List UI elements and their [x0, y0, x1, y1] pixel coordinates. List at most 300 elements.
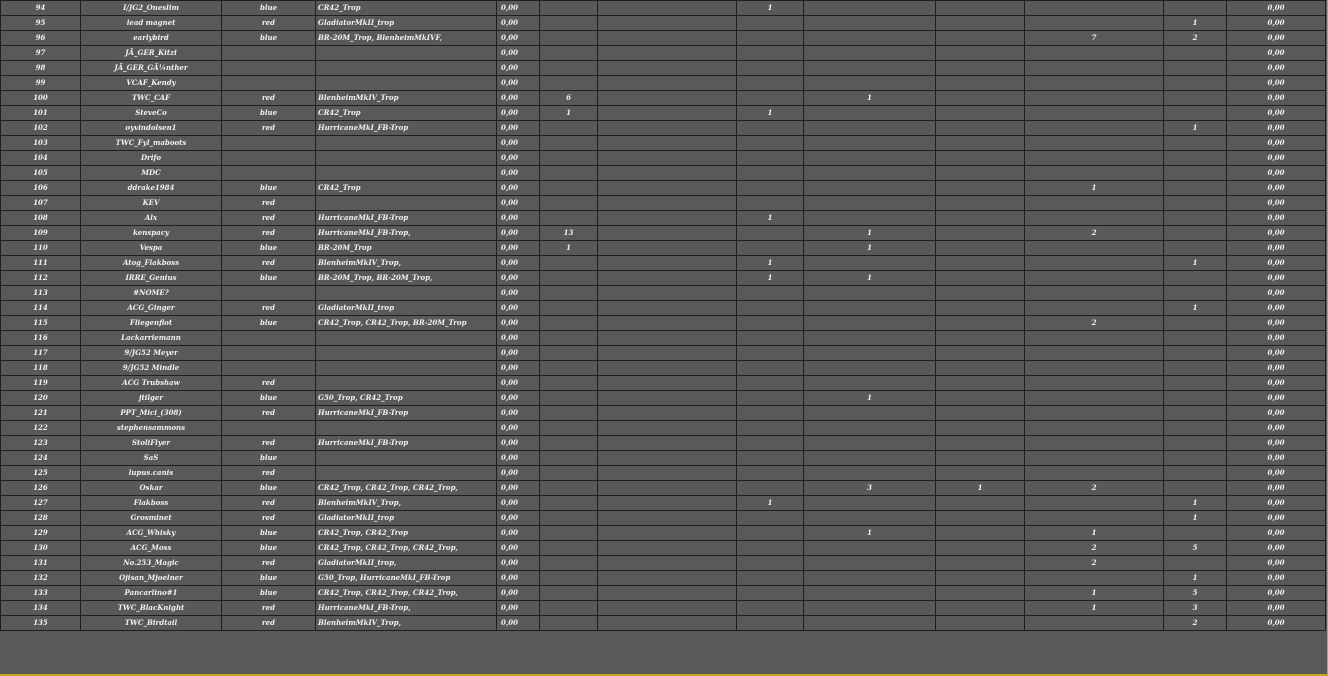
- row-number-cell[interactable]: 125: [1, 466, 81, 481]
- aircraft-cell[interactable]: [316, 346, 497, 361]
- total-cell[interactable]: 0,00: [1227, 331, 1326, 346]
- value-cell[interactable]: 0,00: [497, 376, 540, 391]
- pilot-name-cell[interactable]: KEV: [81, 196, 222, 211]
- table-row[interactable]: [1, 196, 1326, 211]
- table-row[interactable]: [1, 211, 1326, 226]
- count-cell-4[interactable]: 1: [804, 226, 936, 241]
- side-cell[interactable]: [222, 166, 316, 181]
- table-row[interactable]: [1, 616, 1326, 631]
- side-cell[interactable]: [222, 151, 316, 166]
- side-cell[interactable]: red: [222, 601, 316, 616]
- count-cell-1[interactable]: [540, 196, 598, 211]
- count-cell-4[interactable]: [804, 121, 936, 136]
- count-cell-8[interactable]: 2: [1164, 31, 1227, 46]
- count-cell-8[interactable]: [1164, 181, 1227, 196]
- count-cell-7[interactable]: [1025, 421, 1164, 436]
- count-cell-4[interactable]: [804, 106, 936, 121]
- count-cell-8[interactable]: [1164, 526, 1227, 541]
- total-cell[interactable]: 0,00: [1227, 511, 1326, 526]
- total-cell[interactable]: 0,00: [1227, 616, 1326, 631]
- total-cell[interactable]: 0,00: [1227, 361, 1326, 376]
- count-cell-4[interactable]: [804, 451, 936, 466]
- pilot-name-cell[interactable]: ACG_Ginger: [81, 301, 222, 316]
- count-cell-7[interactable]: [1025, 166, 1164, 181]
- row-number-cell[interactable]: 94: [1, 1, 81, 16]
- count-cell-8[interactable]: 1: [1164, 121, 1227, 136]
- count-cell-5[interactable]: [936, 391, 1025, 406]
- table-row[interactable]: [1, 601, 1326, 616]
- count-cell-2[interactable]: [598, 526, 737, 541]
- count-cell-1[interactable]: [540, 466, 598, 481]
- count-cell-7[interactable]: [1025, 391, 1164, 406]
- total-cell[interactable]: 0,00: [1227, 91, 1326, 106]
- side-cell[interactable]: blue: [222, 181, 316, 196]
- count-cell-2[interactable]: [598, 211, 737, 226]
- count-cell-1[interactable]: [540, 346, 598, 361]
- count-cell-1[interactable]: [540, 616, 598, 631]
- count-cell-4[interactable]: [804, 616, 936, 631]
- count-cell-2[interactable]: [598, 481, 737, 496]
- count-cell-1[interactable]: [540, 16, 598, 31]
- row-number-cell[interactable]: 118: [1, 361, 81, 376]
- total-cell[interactable]: 0,00: [1227, 466, 1326, 481]
- aircraft-cell[interactable]: BR-20M_Trop, BlenheimMkIVF,: [316, 31, 497, 46]
- count-cell-8[interactable]: [1164, 421, 1227, 436]
- count-cell-1[interactable]: [540, 541, 598, 556]
- row-number-cell[interactable]: 122: [1, 421, 81, 436]
- pilot-name-cell[interactable]: StoliFlyer: [81, 436, 222, 451]
- row-number-cell[interactable]: 102: [1, 121, 81, 136]
- count-cell-3[interactable]: [737, 181, 804, 196]
- count-cell-4[interactable]: [804, 361, 936, 376]
- count-cell-8[interactable]: [1164, 136, 1227, 151]
- count-cell-7[interactable]: [1025, 496, 1164, 511]
- count-cell-3[interactable]: [737, 601, 804, 616]
- count-cell-7[interactable]: [1025, 256, 1164, 271]
- count-cell-7[interactable]: [1025, 451, 1164, 466]
- row-number-cell[interactable]: 108: [1, 211, 81, 226]
- count-cell-4[interactable]: 3: [804, 481, 936, 496]
- table-row[interactable]: [1, 136, 1326, 151]
- count-cell-8[interactable]: 5: [1164, 586, 1227, 601]
- total-cell[interactable]: 0,00: [1227, 286, 1326, 301]
- count-cell-8[interactable]: [1164, 61, 1227, 76]
- count-cell-5[interactable]: [936, 436, 1025, 451]
- count-cell-3[interactable]: [737, 196, 804, 211]
- count-cell-4[interactable]: [804, 31, 936, 46]
- aircraft-cell[interactable]: CR42_Trop, CR42_Trop, BR-20M_Trop: [316, 316, 497, 331]
- aircraft-cell[interactable]: [316, 421, 497, 436]
- count-cell-5[interactable]: [936, 331, 1025, 346]
- count-cell-2[interactable]: [598, 421, 737, 436]
- count-cell-4[interactable]: [804, 601, 936, 616]
- pilot-name-cell[interactable]: oyvindolsen1: [81, 121, 222, 136]
- count-cell-3[interactable]: [737, 46, 804, 61]
- count-cell-4[interactable]: [804, 346, 936, 361]
- count-cell-5[interactable]: [936, 1, 1025, 16]
- count-cell-3[interactable]: [737, 166, 804, 181]
- row-number-cell[interactable]: 130: [1, 541, 81, 556]
- count-cell-2[interactable]: [598, 16, 737, 31]
- count-cell-2[interactable]: [598, 181, 737, 196]
- count-cell-5[interactable]: [936, 586, 1025, 601]
- aircraft-cell[interactable]: GladiatorMkII_trop: [316, 511, 497, 526]
- table-row[interactable]: [1, 391, 1326, 406]
- count-cell-5[interactable]: [936, 406, 1025, 421]
- aircraft-cell[interactable]: [316, 331, 497, 346]
- row-number-cell[interactable]: 120: [1, 391, 81, 406]
- count-cell-7[interactable]: [1025, 61, 1164, 76]
- count-cell-4[interactable]: [804, 421, 936, 436]
- value-cell[interactable]: 0,00: [497, 466, 540, 481]
- count-cell-1[interactable]: [540, 31, 598, 46]
- table-row[interactable]: [1, 406, 1326, 421]
- value-cell[interactable]: 0,00: [497, 526, 540, 541]
- count-cell-4[interactable]: [804, 436, 936, 451]
- value-cell[interactable]: 0,00: [497, 241, 540, 256]
- aircraft-cell[interactable]: HurricaneMkI_FB-Trop: [316, 406, 497, 421]
- row-number-cell[interactable]: 133: [1, 586, 81, 601]
- pilot-name-cell[interactable]: MDC: [81, 166, 222, 181]
- count-cell-7[interactable]: 1: [1025, 526, 1164, 541]
- aircraft-cell[interactable]: CR42_Trop, CR42_Trop: [316, 526, 497, 541]
- row-number-cell[interactable]: 97: [1, 46, 81, 61]
- value-cell[interactable]: 0,00: [497, 571, 540, 586]
- total-cell[interactable]: 0,00: [1227, 406, 1326, 421]
- table-row[interactable]: [1, 436, 1326, 451]
- count-cell-7[interactable]: 1: [1025, 601, 1164, 616]
- count-cell-2[interactable]: [598, 616, 737, 631]
- table-row[interactable]: [1, 151, 1326, 166]
- side-cell[interactable]: red: [222, 496, 316, 511]
- count-cell-4[interactable]: [804, 556, 936, 571]
- value-cell[interactable]: 0,00: [497, 16, 540, 31]
- pilot-name-cell[interactable]: No.253_Magic: [81, 556, 222, 571]
- count-cell-5[interactable]: [936, 46, 1025, 61]
- count-cell-7[interactable]: [1025, 331, 1164, 346]
- count-cell-5[interactable]: [936, 511, 1025, 526]
- total-cell[interactable]: 0,00: [1227, 196, 1326, 211]
- aircraft-cell[interactable]: [316, 136, 497, 151]
- count-cell-7[interactable]: [1025, 616, 1164, 631]
- total-cell[interactable]: 0,00: [1227, 436, 1326, 451]
- total-cell[interactable]: 0,00: [1227, 301, 1326, 316]
- side-cell[interactable]: blue: [222, 31, 316, 46]
- table-row[interactable]: [1, 61, 1326, 76]
- pilot-name-cell[interactable]: SteveCo: [81, 106, 222, 121]
- row-number-cell[interactable]: 109: [1, 226, 81, 241]
- count-cell-4[interactable]: [804, 376, 936, 391]
- count-cell-3[interactable]: [737, 421, 804, 436]
- count-cell-8[interactable]: 1: [1164, 301, 1227, 316]
- count-cell-7[interactable]: [1025, 286, 1164, 301]
- count-cell-7[interactable]: [1025, 406, 1164, 421]
- count-cell-1[interactable]: [540, 1, 598, 16]
- value-cell[interactable]: 0,00: [497, 1, 540, 16]
- row-number-cell[interactable]: 124: [1, 451, 81, 466]
- value-cell[interactable]: 0,00: [497, 181, 540, 196]
- row-number-cell[interactable]: 99: [1, 76, 81, 91]
- count-cell-8[interactable]: 2: [1164, 616, 1227, 631]
- row-number-cell[interactable]: 115: [1, 316, 81, 331]
- count-cell-8[interactable]: [1164, 361, 1227, 376]
- count-cell-2[interactable]: [598, 406, 737, 421]
- total-cell[interactable]: 0,00: [1227, 121, 1326, 136]
- count-cell-3[interactable]: [737, 466, 804, 481]
- value-cell[interactable]: 0,00: [497, 586, 540, 601]
- count-cell-5[interactable]: [936, 601, 1025, 616]
- aircraft-cell[interactable]: HurricaneMkI_FB-Trop,: [316, 601, 497, 616]
- count-cell-7[interactable]: [1025, 511, 1164, 526]
- pilot-name-cell[interactable]: Atog_Flakboss: [81, 256, 222, 271]
- total-cell[interactable]: 0,00: [1227, 391, 1326, 406]
- table-row[interactable]: [1, 16, 1326, 31]
- count-cell-5[interactable]: [936, 571, 1025, 586]
- table-row[interactable]: [1, 121, 1326, 136]
- count-cell-3[interactable]: 1: [737, 1, 804, 16]
- count-cell-1[interactable]: [540, 511, 598, 526]
- count-cell-4[interactable]: [804, 1, 936, 16]
- total-cell[interactable]: 0,00: [1227, 151, 1326, 166]
- total-cell[interactable]: 0,00: [1227, 181, 1326, 196]
- count-cell-3[interactable]: [737, 346, 804, 361]
- table-row[interactable]: [1, 91, 1326, 106]
- count-cell-1[interactable]: [540, 151, 598, 166]
- value-cell[interactable]: 0,00: [497, 481, 540, 496]
- pilot-name-cell[interactable]: Pancarlino#1: [81, 586, 222, 601]
- table-row[interactable]: [1, 241, 1326, 256]
- value-cell[interactable]: 0,00: [497, 226, 540, 241]
- count-cell-5[interactable]: [936, 451, 1025, 466]
- count-cell-7[interactable]: [1025, 196, 1164, 211]
- value-cell[interactable]: 0,00: [497, 211, 540, 226]
- pilot-name-cell[interactable]: I/JG2_Oneslim: [81, 1, 222, 16]
- count-cell-5[interactable]: [936, 241, 1025, 256]
- count-cell-2[interactable]: [598, 346, 737, 361]
- count-cell-4[interactable]: [804, 151, 936, 166]
- count-cell-2[interactable]: [598, 316, 737, 331]
- value-cell[interactable]: 0,00: [497, 151, 540, 166]
- total-cell[interactable]: 0,00: [1227, 346, 1326, 361]
- pilot-name-cell[interactable]: Lackarriemann: [81, 331, 222, 346]
- count-cell-5[interactable]: [936, 466, 1025, 481]
- count-cell-7[interactable]: [1025, 211, 1164, 226]
- count-cell-4[interactable]: 1: [804, 271, 936, 286]
- count-cell-3[interactable]: [737, 151, 804, 166]
- row-number-cell[interactable]: 104: [1, 151, 81, 166]
- count-cell-3[interactable]: [737, 76, 804, 91]
- row-number-cell[interactable]: 112: [1, 271, 81, 286]
- table-row[interactable]: [1, 526, 1326, 541]
- row-number-cell[interactable]: 100: [1, 91, 81, 106]
- side-cell[interactable]: red: [222, 511, 316, 526]
- count-cell-5[interactable]: [936, 121, 1025, 136]
- value-cell[interactable]: 0,00: [497, 301, 540, 316]
- count-cell-1[interactable]: [540, 286, 598, 301]
- pilot-name-cell[interactable]: TWC_CAF: [81, 91, 222, 106]
- count-cell-1[interactable]: 13: [540, 226, 598, 241]
- value-cell[interactable]: 0,00: [497, 256, 540, 271]
- count-cell-5[interactable]: [936, 526, 1025, 541]
- row-number-cell[interactable]: 128: [1, 511, 81, 526]
- count-cell-1[interactable]: [540, 436, 598, 451]
- count-cell-7[interactable]: 2: [1025, 226, 1164, 241]
- value-cell[interactable]: 0,00: [497, 346, 540, 361]
- row-number-cell[interactable]: 111: [1, 256, 81, 271]
- count-cell-1[interactable]: [540, 376, 598, 391]
- pilot-name-cell[interactable]: Alx: [81, 211, 222, 226]
- aircraft-cell[interactable]: [316, 151, 497, 166]
- total-cell[interactable]: 0,00: [1227, 16, 1326, 31]
- side-cell[interactable]: red: [222, 256, 316, 271]
- aircraft-cell[interactable]: [316, 196, 497, 211]
- count-cell-8[interactable]: [1164, 196, 1227, 211]
- value-cell[interactable]: 0,00: [497, 391, 540, 406]
- count-cell-5[interactable]: [936, 286, 1025, 301]
- count-cell-5[interactable]: [936, 496, 1025, 511]
- count-cell-2[interactable]: [598, 76, 737, 91]
- pilot-name-cell[interactable]: 9/JG52 Meyer: [81, 346, 222, 361]
- table-row[interactable]: [1, 556, 1326, 571]
- count-cell-3[interactable]: [737, 541, 804, 556]
- side-cell[interactable]: blue: [222, 541, 316, 556]
- total-cell[interactable]: 0,00: [1227, 601, 1326, 616]
- count-cell-8[interactable]: [1164, 211, 1227, 226]
- aircraft-cell[interactable]: BlenheimMkIV_Trop,: [316, 256, 497, 271]
- count-cell-2[interactable]: [598, 586, 737, 601]
- count-cell-8[interactable]: [1164, 466, 1227, 481]
- count-cell-7[interactable]: [1025, 1, 1164, 16]
- count-cell-1[interactable]: 6: [540, 91, 598, 106]
- count-cell-5[interactable]: [936, 76, 1025, 91]
- side-cell[interactable]: blue: [222, 241, 316, 256]
- pilot-name-cell[interactable]: Oskar: [81, 481, 222, 496]
- count-cell-1[interactable]: [540, 181, 598, 196]
- aircraft-cell[interactable]: CR42_Trop: [316, 1, 497, 16]
- count-cell-4[interactable]: [804, 46, 936, 61]
- row-number-cell[interactable]: 98: [1, 61, 81, 76]
- count-cell-1[interactable]: [540, 316, 598, 331]
- side-cell[interactable]: red: [222, 556, 316, 571]
- count-cell-8[interactable]: 1: [1164, 256, 1227, 271]
- table-row[interactable]: [1, 511, 1326, 526]
- count-cell-5[interactable]: [936, 166, 1025, 181]
- count-cell-2[interactable]: [598, 256, 737, 271]
- count-cell-1[interactable]: [540, 571, 598, 586]
- count-cell-1[interactable]: [540, 271, 598, 286]
- side-cell[interactable]: red: [222, 616, 316, 631]
- count-cell-3[interactable]: [737, 481, 804, 496]
- count-cell-1[interactable]: [540, 301, 598, 316]
- count-cell-5[interactable]: [936, 271, 1025, 286]
- count-cell-5[interactable]: [936, 151, 1025, 166]
- table-row[interactable]: [1, 586, 1326, 601]
- table-row[interactable]: [1, 271, 1326, 286]
- value-cell[interactable]: 0,00: [497, 61, 540, 76]
- count-cell-7[interactable]: 1: [1025, 181, 1164, 196]
- count-cell-2[interactable]: [598, 61, 737, 76]
- pilot-name-cell[interactable]: lead magnet: [81, 16, 222, 31]
- count-cell-2[interactable]: [598, 361, 737, 376]
- count-cell-8[interactable]: [1164, 451, 1227, 466]
- row-number-cell[interactable]: 96: [1, 31, 81, 46]
- count-cell-8[interactable]: [1164, 331, 1227, 346]
- pilot-name-cell[interactable]: jtilger: [81, 391, 222, 406]
- count-cell-4[interactable]: 1: [804, 526, 936, 541]
- pilot-name-cell[interactable]: VCAF_Kendy: [81, 76, 222, 91]
- pilot-name-cell[interactable]: ddrake1984: [81, 181, 222, 196]
- value-cell[interactable]: 0,00: [497, 496, 540, 511]
- pilot-name-cell[interactable]: ACG_Moss: [81, 541, 222, 556]
- value-cell[interactable]: 0,00: [497, 91, 540, 106]
- aircraft-cell[interactable]: CR42_Trop: [316, 181, 497, 196]
- count-cell-7[interactable]: [1025, 121, 1164, 136]
- count-cell-3[interactable]: 1: [737, 211, 804, 226]
- table-row[interactable]: [1, 571, 1326, 586]
- count-cell-5[interactable]: [936, 361, 1025, 376]
- value-cell[interactable]: 0,00: [497, 316, 540, 331]
- count-cell-2[interactable]: [598, 451, 737, 466]
- side-cell[interactable]: red: [222, 376, 316, 391]
- count-cell-7[interactable]: 2: [1025, 556, 1164, 571]
- count-cell-1[interactable]: [540, 586, 598, 601]
- count-cell-7[interactable]: 7: [1025, 31, 1164, 46]
- value-cell[interactable]: 0,00: [497, 196, 540, 211]
- count-cell-8[interactable]: 3: [1164, 601, 1227, 616]
- side-cell[interactable]: blue: [222, 526, 316, 541]
- pilot-name-cell[interactable]: TWC_BlacKnight: [81, 601, 222, 616]
- count-cell-7[interactable]: [1025, 271, 1164, 286]
- side-cell[interactable]: blue: [222, 586, 316, 601]
- count-cell-7[interactable]: 2: [1025, 316, 1164, 331]
- side-cell[interactable]: [222, 46, 316, 61]
- count-cell-1[interactable]: [540, 406, 598, 421]
- total-cell[interactable]: 0,00: [1227, 526, 1326, 541]
- row-number-cell[interactable]: 103: [1, 136, 81, 151]
- count-cell-8[interactable]: [1164, 1, 1227, 16]
- row-number-cell[interactable]: 131: [1, 556, 81, 571]
- count-cell-1[interactable]: [540, 526, 598, 541]
- value-cell[interactable]: 0,00: [497, 46, 540, 61]
- count-cell-8[interactable]: [1164, 166, 1227, 181]
- table-row[interactable]: [1, 361, 1326, 376]
- pilot-name-cell[interactable]: ACG Trubshaw: [81, 376, 222, 391]
- table-row[interactable]: [1, 286, 1326, 301]
- count-cell-3[interactable]: [737, 586, 804, 601]
- count-cell-7[interactable]: [1025, 16, 1164, 31]
- row-number-cell[interactable]: 126: [1, 481, 81, 496]
- count-cell-3[interactable]: 1: [737, 496, 804, 511]
- count-cell-1[interactable]: [540, 496, 598, 511]
- count-cell-3[interactable]: 1: [737, 106, 804, 121]
- count-cell-8[interactable]: [1164, 316, 1227, 331]
- count-cell-3[interactable]: [737, 436, 804, 451]
- count-cell-5[interactable]: [936, 31, 1025, 46]
- side-cell[interactable]: red: [222, 121, 316, 136]
- side-cell[interactable]: [222, 421, 316, 436]
- count-cell-7[interactable]: [1025, 436, 1164, 451]
- count-cell-3[interactable]: [737, 391, 804, 406]
- total-cell[interactable]: 0,00: [1227, 316, 1326, 331]
- side-cell[interactable]: red: [222, 211, 316, 226]
- count-cell-2[interactable]: [598, 226, 737, 241]
- count-cell-3[interactable]: [737, 61, 804, 76]
- count-cell-1[interactable]: [540, 556, 598, 571]
- pilot-name-cell[interactable]: kenspacy: [81, 226, 222, 241]
- aircraft-cell[interactable]: GladiatorMkII_trop: [316, 301, 497, 316]
- row-number-cell[interactable]: 116: [1, 331, 81, 346]
- total-cell[interactable]: 0,00: [1227, 166, 1326, 181]
